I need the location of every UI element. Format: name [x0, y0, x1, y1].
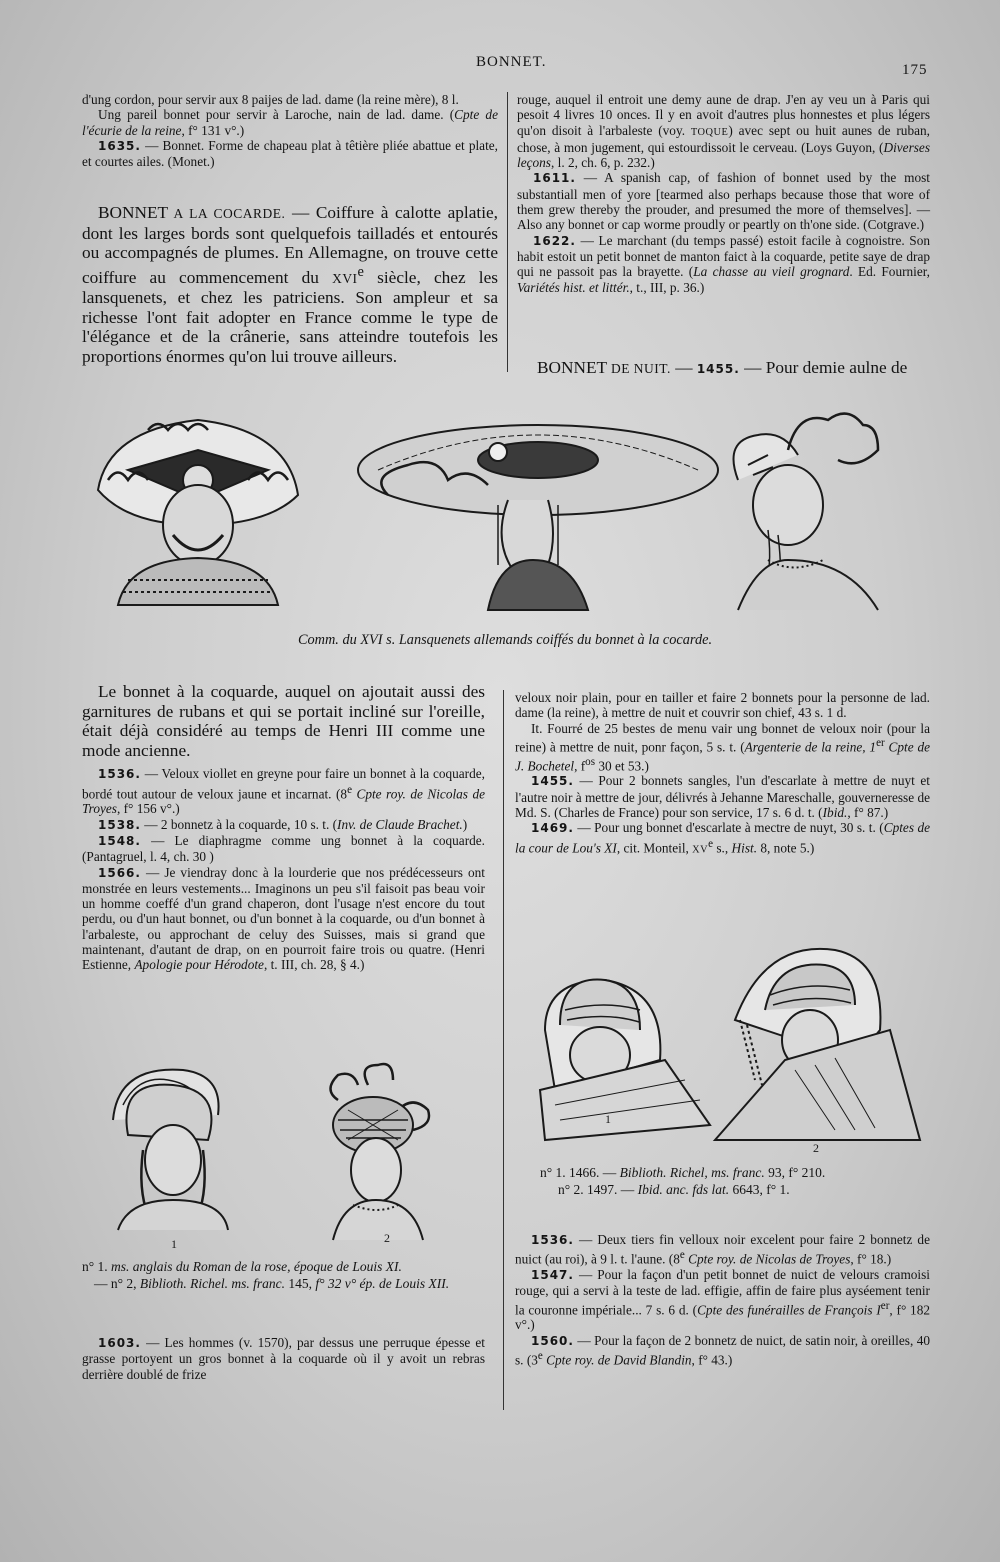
text: , f° 87.) — [847, 804, 889, 820]
citation: Cpte de J. Bochetel — [515, 739, 931, 774]
dated-entry — [82, 766, 485, 816]
entry-year: 1635. — [98, 138, 141, 153]
caption-citation: f° 32 v° ép. de Louis XII. — [315, 1276, 450, 1291]
dated-entry — [82, 138, 498, 170]
citation: Cptes de la cour de Lou's XI — [515, 820, 931, 855]
text: , t. III, ch. 28, § 4.) — [263, 957, 365, 973]
figure-label-1: 1 — [605, 1112, 611, 1126]
figure-label-2: 2 — [384, 1231, 390, 1245]
citation: Argenterie de la reine, 1 — [744, 739, 877, 755]
entry-year: 1536. — [531, 1233, 574, 1247]
entry-year: 1538. — [98, 817, 141, 832]
citation: Cpte roy. de Nicolas de Troyes — [82, 786, 486, 817]
text: XV — [692, 843, 709, 855]
entry-year: 1548. — [98, 833, 141, 848]
dated-entry — [82, 817, 485, 833]
text: e — [679, 1249, 685, 1262]
dated-entry — [515, 1267, 930, 1333]
text: — Coiffure à calotte aplatie, dont les larges bords sont quelquefois tailladés et entourés ou accompagnés de plumes. En Allemagne, on trouve cette coiffure au commencement du — [82, 203, 499, 287]
entry-headword: BONNET — [98, 203, 169, 222]
text: — Bonnet. Forme de chapeau plat à têtière pliée abattue et plate, et courtes ailes. (Monet.) — [82, 137, 498, 170]
entry-year: 1455. — [696, 362, 740, 376]
text: rouge, auquel il entroit une demy aune de drap. J'en ay veu un à Paris qui pesoit 4 livres 10 onces. Il y en avoit d'autres plus honnestes et plus légers qu'on disoit à l'arbaleste (voy. — [517, 92, 930, 138]
entry-year: 1603. — [98, 1336, 141, 1350]
citation: Hist. — [731, 839, 758, 855]
lansquenets-engraving — [88, 410, 928, 615]
caption-text: 145, — [285, 1276, 316, 1291]
text: , f° 156 v°.) — [116, 801, 180, 817]
text: e — [537, 1349, 543, 1362]
caption-citation: Biblioth. Richel. ms. franc. — [139, 1276, 286, 1291]
caption-line-2 — [540, 1181, 930, 1198]
paragraph: d'ung cordon, pour servir aux 8 paijes de lad. dame (la reine mère), 8 l. — [82, 92, 459, 107]
figure-caption-night-caps — [540, 1164, 930, 1198]
text: er — [876, 736, 885, 749]
dated-entry — [517, 170, 930, 232]
text: e — [708, 837, 714, 850]
citation: Inv. de Claude Brachet. — [337, 816, 463, 832]
intro-paragraph: Le bonnet à la coquarde, auquel on ajoutait aussi des garnitures de rubans et qui se portait incliné sur l'oreille, était déjà considéré au temps de Henri III comme une mode ancienne. — [82, 682, 485, 760]
lansquenet-figure-1 — [98, 420, 298, 605]
text: , f° 43.) — [691, 1352, 733, 1368]
text: , t., III, p. 36.) — [629, 279, 705, 295]
text: — Veloux viollet en greyne pour faire un bonnet à la coquarde, bordé tout autour de veloux jaune et incarnat. (8 — [82, 766, 485, 802]
text: ) avec sept ou huit aunes de ruban, chose, à mon jugement, qui estourdissoit le cerveau. (Loys Guyon, ( — [517, 122, 930, 155]
running-title: BONNET. — [476, 54, 547, 70]
caption-line-1 — [540, 1164, 930, 1181]
citation: Apologie pour Hérodote — [134, 957, 264, 973]
bonnet-figure-2 — [331, 1064, 430, 1240]
caption-line-1 — [82, 1258, 492, 1275]
sleeper-figure-2 — [715, 949, 920, 1140]
text: , l. 2, ch. 6, p. 232.) — [550, 155, 655, 171]
lansquenet-figure-3 — [734, 414, 879, 610]
column-divider — [507, 92, 508, 372]
text: er — [880, 1299, 890, 1312]
caption-text: n° 2. 1497. — — [558, 1182, 638, 1197]
bonnet-figure-1 — [113, 1070, 228, 1230]
text: e — [357, 263, 364, 280]
entry-year: 1547. — [531, 1268, 574, 1283]
dated-entry — [515, 1232, 930, 1267]
text: — Le diaphragme comme ung bonnet à la coquarde. (Pantagruel, l. 4, ch. 30 ) — [82, 832, 485, 865]
bottom-right-column — [515, 1232, 930, 1368]
citation: Diverses leçons — [517, 139, 930, 171]
paragraph — [517, 92, 930, 170]
text: s., — [713, 839, 732, 855]
entry-year: 1566. — [98, 865, 141, 880]
text: siècle, chez les lansquenets, et chez les patriciens. Son ampleur et sa richesse l'ont fait adopter en France comme le type de l'élégance et de la crânerie, sans atteindre toutefois les proportions énormes qu'on lui trouve ailleurs. — [82, 267, 498, 366]
text: — Les hommes (v. 1570), par dessus une perruque épesse et grasse portoyent un gros bonnet à la coquarde où il y avoit un rebras derrière doublé de frize — [82, 1335, 485, 1382]
feathered-bonnets-engraving — [98, 1060, 448, 1250]
entry-year: 1622. — [533, 233, 576, 248]
caption-text: — n° 2, — [94, 1276, 140, 1291]
text: — Le marchant (du temps passé) estoit facile à cognoistre. Son habit estoit un petit bonnet de manton faict à la coquarde, petite saye de drap qui ne passoit pas la brayette. ( — [517, 232, 930, 280]
citation: Variétés hist. et littér. — [517, 279, 630, 295]
text: os — [585, 755, 596, 768]
dated-entry — [515, 1333, 930, 1368]
entry-year: 1611. — [533, 171, 576, 186]
night-caps-engraving — [535, 940, 925, 1155]
lansquenet-figure-2 — [358, 425, 718, 610]
text: — Je viendray donc à la lourderie que nos prédécesseurs ont monstrée en leurs vestements... Imaginons un peu s'il faisoit pas beau voir un homme coeffé d'un grand chaperon, dont l'usage n'est encore du tout perdu, ou d'un haut bonnet, ou d'un bonnet à la coquarde, ou d'un bonnet à l'arbaleste, ou approchant de celuy des Suisses, mais si grand que maintenant, d'autant de drap, on en pourroit faire trois ou quatre. (Henri Estienne, — [82, 864, 485, 973]
figure-label-2: 2 — [813, 1141, 819, 1155]
entry-paragraph — [517, 358, 930, 380]
text: , cit. Monteil, — [616, 839, 693, 855]
text: Ung pareil bonnet pour servir à Laroche, nain de lad. dame. ( — [98, 107, 455, 123]
paragraph — [515, 721, 930, 774]
text: TOQUE — [690, 126, 729, 138]
entry-year: 1469. — [531, 821, 574, 836]
entry-headword: BONNET — [537, 358, 608, 377]
figure-label-1: 1 — [171, 1237, 177, 1250]
entry-year: 1455. — [531, 774, 574, 789]
dated-entry — [82, 1335, 485, 1382]
mid-right-column — [515, 690, 930, 857]
column-divider — [503, 690, 504, 1410]
text: — Pour ung bonnet d'escarlate à mectre de nuyt, 30 s. t. ( — [573, 820, 884, 836]
caption-text: XVI — [360, 632, 383, 648]
figure-caption-lansquenets — [180, 632, 830, 649]
text: 30 et 53.) — [595, 758, 649, 774]
caption-text: s. Lansquenets allemands coiffés du bonnet à la cocarde. — [382, 632, 713, 648]
text: — — [670, 358, 697, 377]
citation: Cpte de l'écurie de la reine — [82, 107, 498, 138]
text: , f° 18.) — [850, 1251, 892, 1267]
citation: Cpte roy. de Nicolas de Troyes — [684, 1251, 851, 1267]
sleeper-figure-1 — [540, 980, 710, 1140]
dated-entry — [515, 773, 930, 820]
text: — Pour 2 bonnets sangles, l'un d'escarlate à mettre de nuyt et l'autre noir à mettre de jour, délivrés à Jehanne Mareschalle, gouverneresse de Md. S. (Charles de France) pour son service, 17 s. 6 d. t. ( — [515, 773, 930, 820]
paragraph — [82, 107, 498, 138]
text: — Pour demie aulne de — [739, 358, 908, 377]
entry-subhead: A LA COCARDE. — [168, 206, 286, 221]
top-left-column — [82, 92, 498, 169]
caption-text: n° 1. — [82, 1259, 112, 1274]
entry-year: 1536. — [98, 767, 141, 782]
dated-entry — [517, 233, 930, 295]
mid-left-column — [82, 682, 485, 973]
text: It. Fourré de 25 bestes de menu vair ung bonnet de veloux noir (pour la reine) à mettre de nuit, ponr façon, 5 s. t. ( — [515, 720, 930, 755]
dated-entry — [515, 820, 930, 857]
text: e — [347, 783, 352, 796]
citation: Ibid. — [822, 804, 848, 820]
dated-entry — [82, 833, 485, 865]
caption-text: n° 1. 1466. — — [540, 1165, 620, 1180]
top-right-column — [517, 92, 930, 295]
text: , f° 182 v°.) — [515, 1302, 931, 1333]
paragraph: veloux noir plain, pour en tailler et faire 2 bonnets pour la personne de lad. dame (la reine), à mettre de nuit et couvrir son chief, 43 s. 1 d. — [515, 690, 930, 721]
caption-citation: ms. anglais du Roman de la rose, époque de Louis XI. — [111, 1259, 402, 1274]
bottom-left-column — [82, 1335, 485, 1382]
figure-caption-feathered-bonnets — [82, 1258, 492, 1292]
text: XVI — [332, 270, 358, 286]
caption-text: 93, f° 210. — [764, 1165, 826, 1180]
caption-citation: Ibid. anc. fds lat. — [637, 1182, 730, 1197]
citation: La chasse au vieil grognard — [693, 264, 850, 280]
text: ) — [462, 816, 468, 832]
text: — Pour la façon d'un petit bonnet de nuict de velours cramoisi rouge, qui a servi à la teste de lad. effigie, affin de faire plus ayséement tenir la couronne impériale... 7 s. 6 d. ( — [515, 1267, 930, 1318]
caption-text: Comm. du — [297, 632, 361, 648]
text: 8, note 5.) — [757, 839, 815, 855]
entry-bonnet-de-nuit — [517, 358, 930, 380]
text: , f° 131 v°.) — [181, 122, 245, 138]
citation: Cpte des funérailles de François I — [697, 1302, 881, 1318]
text: . Ed. Fournier, — [849, 264, 930, 280]
entry-subhead: DE NUIT. — [607, 361, 671, 376]
entry-year: 1560. — [531, 1333, 574, 1348]
text: — 2 bonnetz à la coquarde, 10 s. t. ( — [140, 816, 338, 832]
text: — Deux tiers fin velloux noir excelent pour faire 2 bonnetz de nuict (au roi), à 9 l. t. l'aune. (8 — [515, 1232, 930, 1267]
entry-paragraph — [82, 203, 498, 367]
entry-bonnet-a-la-cocarde — [82, 203, 498, 367]
caption-line-2 — [82, 1275, 492, 1292]
caption-text: 6643, f° 1. — [729, 1182, 790, 1197]
page-number: 175 — [902, 62, 928, 78]
text: — A spanish cap, of fashion of bonnet used by the most substantiall men of yore [tearmed also perhaps because those that wore of them grew thereby the prouder, and presumed the more of themselves]. — Also any bonnet or cap worme proudly or peartly on th'one side. (Cotgrave.) — [517, 170, 930, 233]
text: — Pour la façon de 2 bonnetz de nuict, de satin noir, à oreilles, 40 s. (3 — [515, 1332, 930, 1368]
dated-entry — [82, 865, 485, 973]
caption-citation: Biblioth. Richel, ms. franc. — [619, 1165, 765, 1180]
text: , f — [574, 758, 586, 774]
citation: Cpte roy. de David Blandin — [542, 1352, 692, 1368]
